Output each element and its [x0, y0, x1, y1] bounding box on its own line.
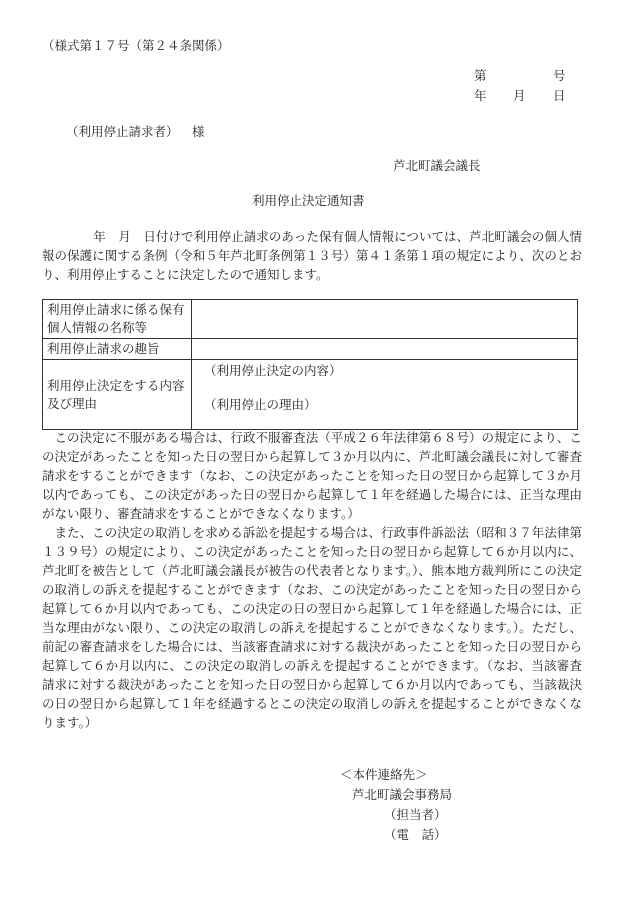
- table-row2-value: [192, 339, 578, 360]
- decision-reason-label: （利用停止の理由）: [204, 397, 317, 412]
- body-intro-text: 年 月 日付けで利用停止請求のあった保有個人情報については、芦北町議会の個人情報の保護に関する条例（令和５年芦北町条例第１３号）第４１条第１項の規定により、次のとおり、利用停止することに決定したので通知します。: [42, 229, 582, 282]
- contact-phone: （電 話）: [384, 827, 447, 842]
- date-month: 月: [513, 88, 526, 103]
- table-row3-label: 利用停止決定をする内容及び理由: [43, 360, 192, 430]
- table-row1-label: 利用停止請求に係る保有個人情報の名称等: [43, 300, 192, 339]
- date-year: 年: [474, 88, 487, 103]
- addressee-name: （利用停止請求者）: [66, 124, 179, 139]
- doc-number-go: 号: [553, 68, 566, 83]
- table-row: [43, 300, 578, 339]
- sender: 芦北町議会議長: [393, 158, 481, 173]
- contact-heading: ＜本件連絡先＞: [340, 767, 428, 782]
- form-number: （様式第１７号（第２４条関係）: [42, 38, 230, 53]
- contact-block: [340, 765, 452, 845]
- notice-paragraph-2: また、この決定の取消しを求める訴訟を提起する場合は、行政事件訴訟法（昭和３７年法律第１３９号）の規定により、この決定があったことを知った日の翌日から起算して６か月以内に、芦北町を被告として（芦北町議会議長が被告の代表者となります。）、熊本地方裁判所にこの決定の取消しの訴えを提起することができます（なお、この決定があったことを知った日の翌日から起算して６か月以内であっても、この決定の日の翌日から起算して１年を経過した場合には、正当な理由がない限り、この決定の取消しの訴えを提起することができなくなります。）。ただし、前記の審査請求をした場合には、当該審査請求に対する裁決があったことを知った日の翌日から起算して６か月以内に、この決定の取消しの訴えを提起することができます。（なお、当該審査請求に対する裁決があったことを知った日の翌日から起算して６か月以内であっても、当該裁決の日の翌日から起算して１年を経過するとこの決定の取消しの訴えを提起することができなくなります。）: [42, 525, 582, 730]
- table-row2-label: 利用停止請求の趣旨: [43, 339, 192, 360]
- table-row3-value: [192, 360, 578, 430]
- contact-office: 芦北町議会事務局: [352, 787, 453, 802]
- table-row1-value: [192, 300, 578, 339]
- notice-paragraph-1: この決定に不服がある場合は、行政不服審査法（平成２６年法律第６８号）の規定により、この決定があったことを知った日の翌日から起算して３か月以内に、芦北町議会議長に対して審査請求をすることができます（なお、この決定があったことを知った日の翌日から起算して３か月以内であっても、この決定があった日の翌日から起算して１年を経過した場合には、正当な理由がない限り、審査請求をすることができなくなります。）: [42, 430, 582, 521]
- document-title: 利用停止決定通知書: [252, 193, 365, 208]
- doc-number-dai: 第: [474, 68, 487, 83]
- contact-person: （担当者）: [384, 807, 447, 822]
- decision-content-label: （利用停止決定の内容）: [204, 363, 342, 378]
- notice-section: [42, 428, 582, 732]
- addressee-honorific: 様: [192, 124, 205, 139]
- info-table: [42, 299, 578, 430]
- table-row: [43, 360, 578, 430]
- date-day: 日: [553, 88, 566, 103]
- body-intro: [42, 227, 582, 284]
- table-row: [43, 339, 578, 360]
